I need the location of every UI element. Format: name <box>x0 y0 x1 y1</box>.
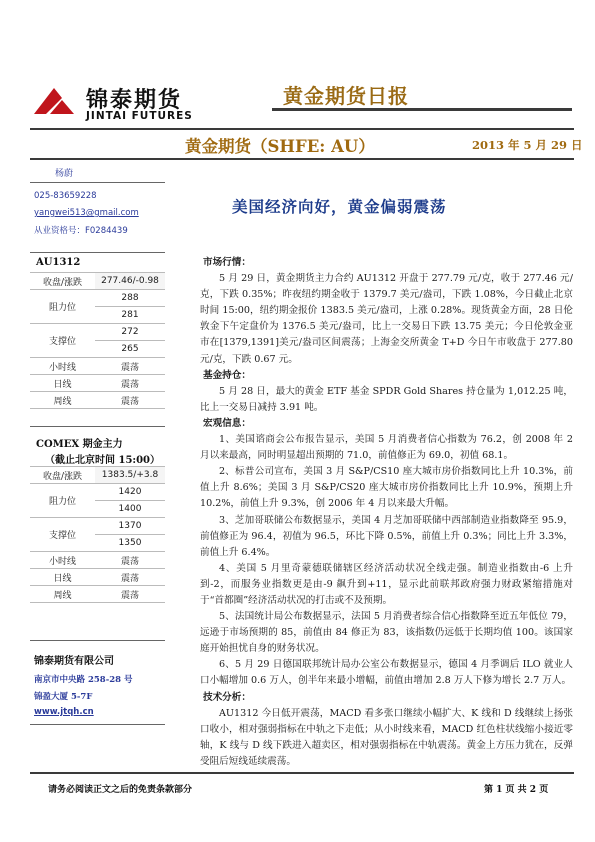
product-name: 黄金期货（SHFE: AU） <box>185 137 375 156</box>
section-heading: 市场行情： <box>203 257 251 268</box>
page-number: 第 1 页 共 2 页 <box>484 785 549 795</box>
resistance-label: 阻力位 <box>30 484 95 518</box>
support-value: 1370 <box>95 518 165 535</box>
sidebar-divider <box>30 640 165 641</box>
trend-label: 小时线 <box>30 552 95 569</box>
footer-divider <box>30 772 574 774</box>
report-title: 黄金期货日报 <box>283 84 409 108</box>
comex-price-table <box>30 466 165 603</box>
analyst-phone: 025-83659228 <box>34 191 97 201</box>
resistance-label: 阻力位 <box>30 290 95 324</box>
table-row <box>30 484 165 501</box>
table-row <box>30 518 165 535</box>
table-row <box>30 273 165 290</box>
company-address-line1: 南京市中央路 258-28 号 <box>34 675 133 685</box>
sidebar-divider <box>30 724 165 725</box>
body-paragraph: 4、美国 5 月里奇蒙德联储辖区经济活动状况全线走强。制造业指数由-6 上升到-2，而服务业指数更是由-9 飙升到+11，显示此前联邦政府强力财政紧缩措施对于“首都圈”经济活动状况的打击或不及预期。 <box>200 562 573 606</box>
trend-value: 震荡 <box>95 569 165 586</box>
resistance-value: 1400 <box>95 501 165 518</box>
support-value: 265 <box>95 341 165 358</box>
trend-value: 震荡 <box>95 586 165 603</box>
table-row <box>30 290 165 307</box>
section-heading: 宏观信息： <box>203 417 251 429</box>
body-paragraph: 5 月 29 日，黄金期货主力合约 AU1312 开盘于 277.79 元/克，收于 277.46 元/克，下跌 0.35%；昨夜纽约期金收于 1379.7 美元/盎司，下跌 1.08%，今日截止北京时间 15:00，纽约期金报价 1383.5 美元/盎司，上涨 0.28%。现货黄金方面，28 日伦敦金下午定盘价为 1376.5 美元/盎司，比上一交易日下跌 13.75 美元；今日伦敦金亚市在[1379,1391]美元/盎司区间震荡；上海金交所黄金 T+D 今日午市收盘于 277.80 元/克，下跌 0.67 元。 <box>200 273 573 365</box>
comex-heading: COMEX 期金主力 <box>36 439 123 450</box>
sidebar-divider <box>30 182 165 183</box>
analyst-license: 从业资格号：F0284439 <box>34 226 128 236</box>
support-value: 272 <box>95 324 165 341</box>
company-logo-icon <box>32 86 76 116</box>
section-heading: 技术分析： <box>203 691 251 703</box>
disclaimer-note: 请务必阅读正文之后的免责条款部分 <box>48 785 193 795</box>
table-row <box>30 586 165 603</box>
product-bar-top-rule <box>30 128 574 130</box>
support-label: 支撑位 <box>30 518 95 552</box>
trend-label: 小时线 <box>30 358 95 375</box>
trend-value: 震荡 <box>95 392 165 409</box>
company-name: 锦泰期货有限公司 <box>34 656 114 667</box>
body-paragraph: 5 月 28 日，最大的黄金 ETF 基金 SPDR Gold Shares 持仓量为 1,012.25 吨，比上一交易日减持 3.91 吨。 <box>200 385 573 413</box>
trend-label: 周线 <box>30 586 95 603</box>
analyst-name: 杨蔚 <box>55 169 74 179</box>
trend-value: 震荡 <box>95 358 165 375</box>
company-logo-english: JINTAI FUTURES <box>86 110 193 122</box>
article-body <box>200 255 573 770</box>
au-price-table <box>30 272 165 409</box>
title-divider <box>272 108 572 111</box>
table-row <box>30 375 165 392</box>
trend-value: 震荡 <box>95 552 165 569</box>
product-bar-bottom-rule <box>30 158 574 160</box>
close-change-label: 收盘/涨跌 <box>30 273 95 290</box>
trend-label: 周线 <box>30 392 95 409</box>
resistance-value: 281 <box>95 307 165 324</box>
trend-label: 日线 <box>30 375 95 392</box>
body-paragraph: 5、法国统计局公布数据显示，法国 5 月消费者综合信心指数降至近五年低位 79，远逊于市场预期的 85，前值由 84 修正为 83，该指数仍远低于长期均值 100。该国家庭开始担忧自身的财务状况。 <box>200 611 573 655</box>
trend-label: 日线 <box>30 569 95 586</box>
au-contract-heading: AU1312 <box>36 257 81 268</box>
company-website-link[interactable]: www.jtqh.cn <box>34 707 94 717</box>
company-logo-text: 锦泰期货 <box>86 88 183 113</box>
trend-value: 震荡 <box>95 375 165 392</box>
company-address-line2: 锦盈大厦 5-7F <box>34 692 93 702</box>
sidebar-divider <box>30 252 165 253</box>
body-paragraph: 2、标普公司宣布，美国 3 月 S&P/CS10 座大城市房价指数同比上升 10.3%，前值上升 8.6%；美国 3 月 S&P/CS20 座大城市房价指数同比上升 10.9%，预期上升 10.2%，前值上升 9.3%，创 2006 年 4 月以来最大升幅。 <box>200 466 573 510</box>
close-change-label: 收盘/涨跌 <box>30 467 95 484</box>
article-headline: 美国经济向好，黄金偏弱震荡 <box>232 197 447 216</box>
table-row <box>30 467 165 484</box>
section-heading: 基金持仓： <box>203 369 251 381</box>
body-paragraph: AU1312 今日低开震荡，MACD 看多张口继续小幅扩大、K 线和 D 线继续上扬张口收小，相对强弱指标在中轨之下走低；从小时线来看，MACD 红色柱状线缩小接近零轴，K 线与 D 线下跌进入超卖区，相对强弱指标在中轨震荡。黄金上方压力犹在，反弹受阻后短线延续震荡。 <box>200 707 573 767</box>
close-change-value: 277.46/-0.98 <box>95 273 165 290</box>
body-paragraph: 1、美国谘商会公布报告显示，美国 5 月消费者信心指数为 76.2，创 2008 年 2 月以来最高，同时明显超出预期的 71.0，前值修正为 69.0，初值 68.1。 <box>200 434 573 462</box>
table-row <box>30 324 165 341</box>
comex-subheading: （截止北京时间 15:00） <box>45 455 161 466</box>
close-change-value: 1383.5/+3.8 <box>95 467 165 484</box>
body-paragraph: 3、芝加哥联储公布数据显示，美国 4 月芝加哥联储中西部制造业指数降至 95.9，前值修正为 96.4，初值为 96.5，环比下降 0.5%，前值上升 0.3%；同比上升 3.3%，前值上升 6.4%。 <box>200 514 573 558</box>
table-row <box>30 358 165 375</box>
analyst-email-link[interactable]: yangwei513@gmail.com <box>34 208 139 218</box>
table-row <box>30 392 165 409</box>
resistance-value: 288 <box>95 290 165 307</box>
sidebar-divider <box>30 426 165 427</box>
body-paragraph: 6、5 月 29 日德国联邦统计局办公室公布数据显示，德国 4 月季调后 ILO 就业人口小幅增加 0.6 万人，创半年来最小增幅，前值由增加 2.8 万人下修为增长 2.7 万人。 <box>200 659 573 687</box>
support-label: 支撑位 <box>30 324 95 358</box>
table-row <box>30 552 165 569</box>
support-value: 1350 <box>95 535 165 552</box>
resistance-value: 1420 <box>95 484 165 501</box>
report-date: 2013 年 5 月 29 日 <box>472 138 583 152</box>
table-row <box>30 569 165 586</box>
